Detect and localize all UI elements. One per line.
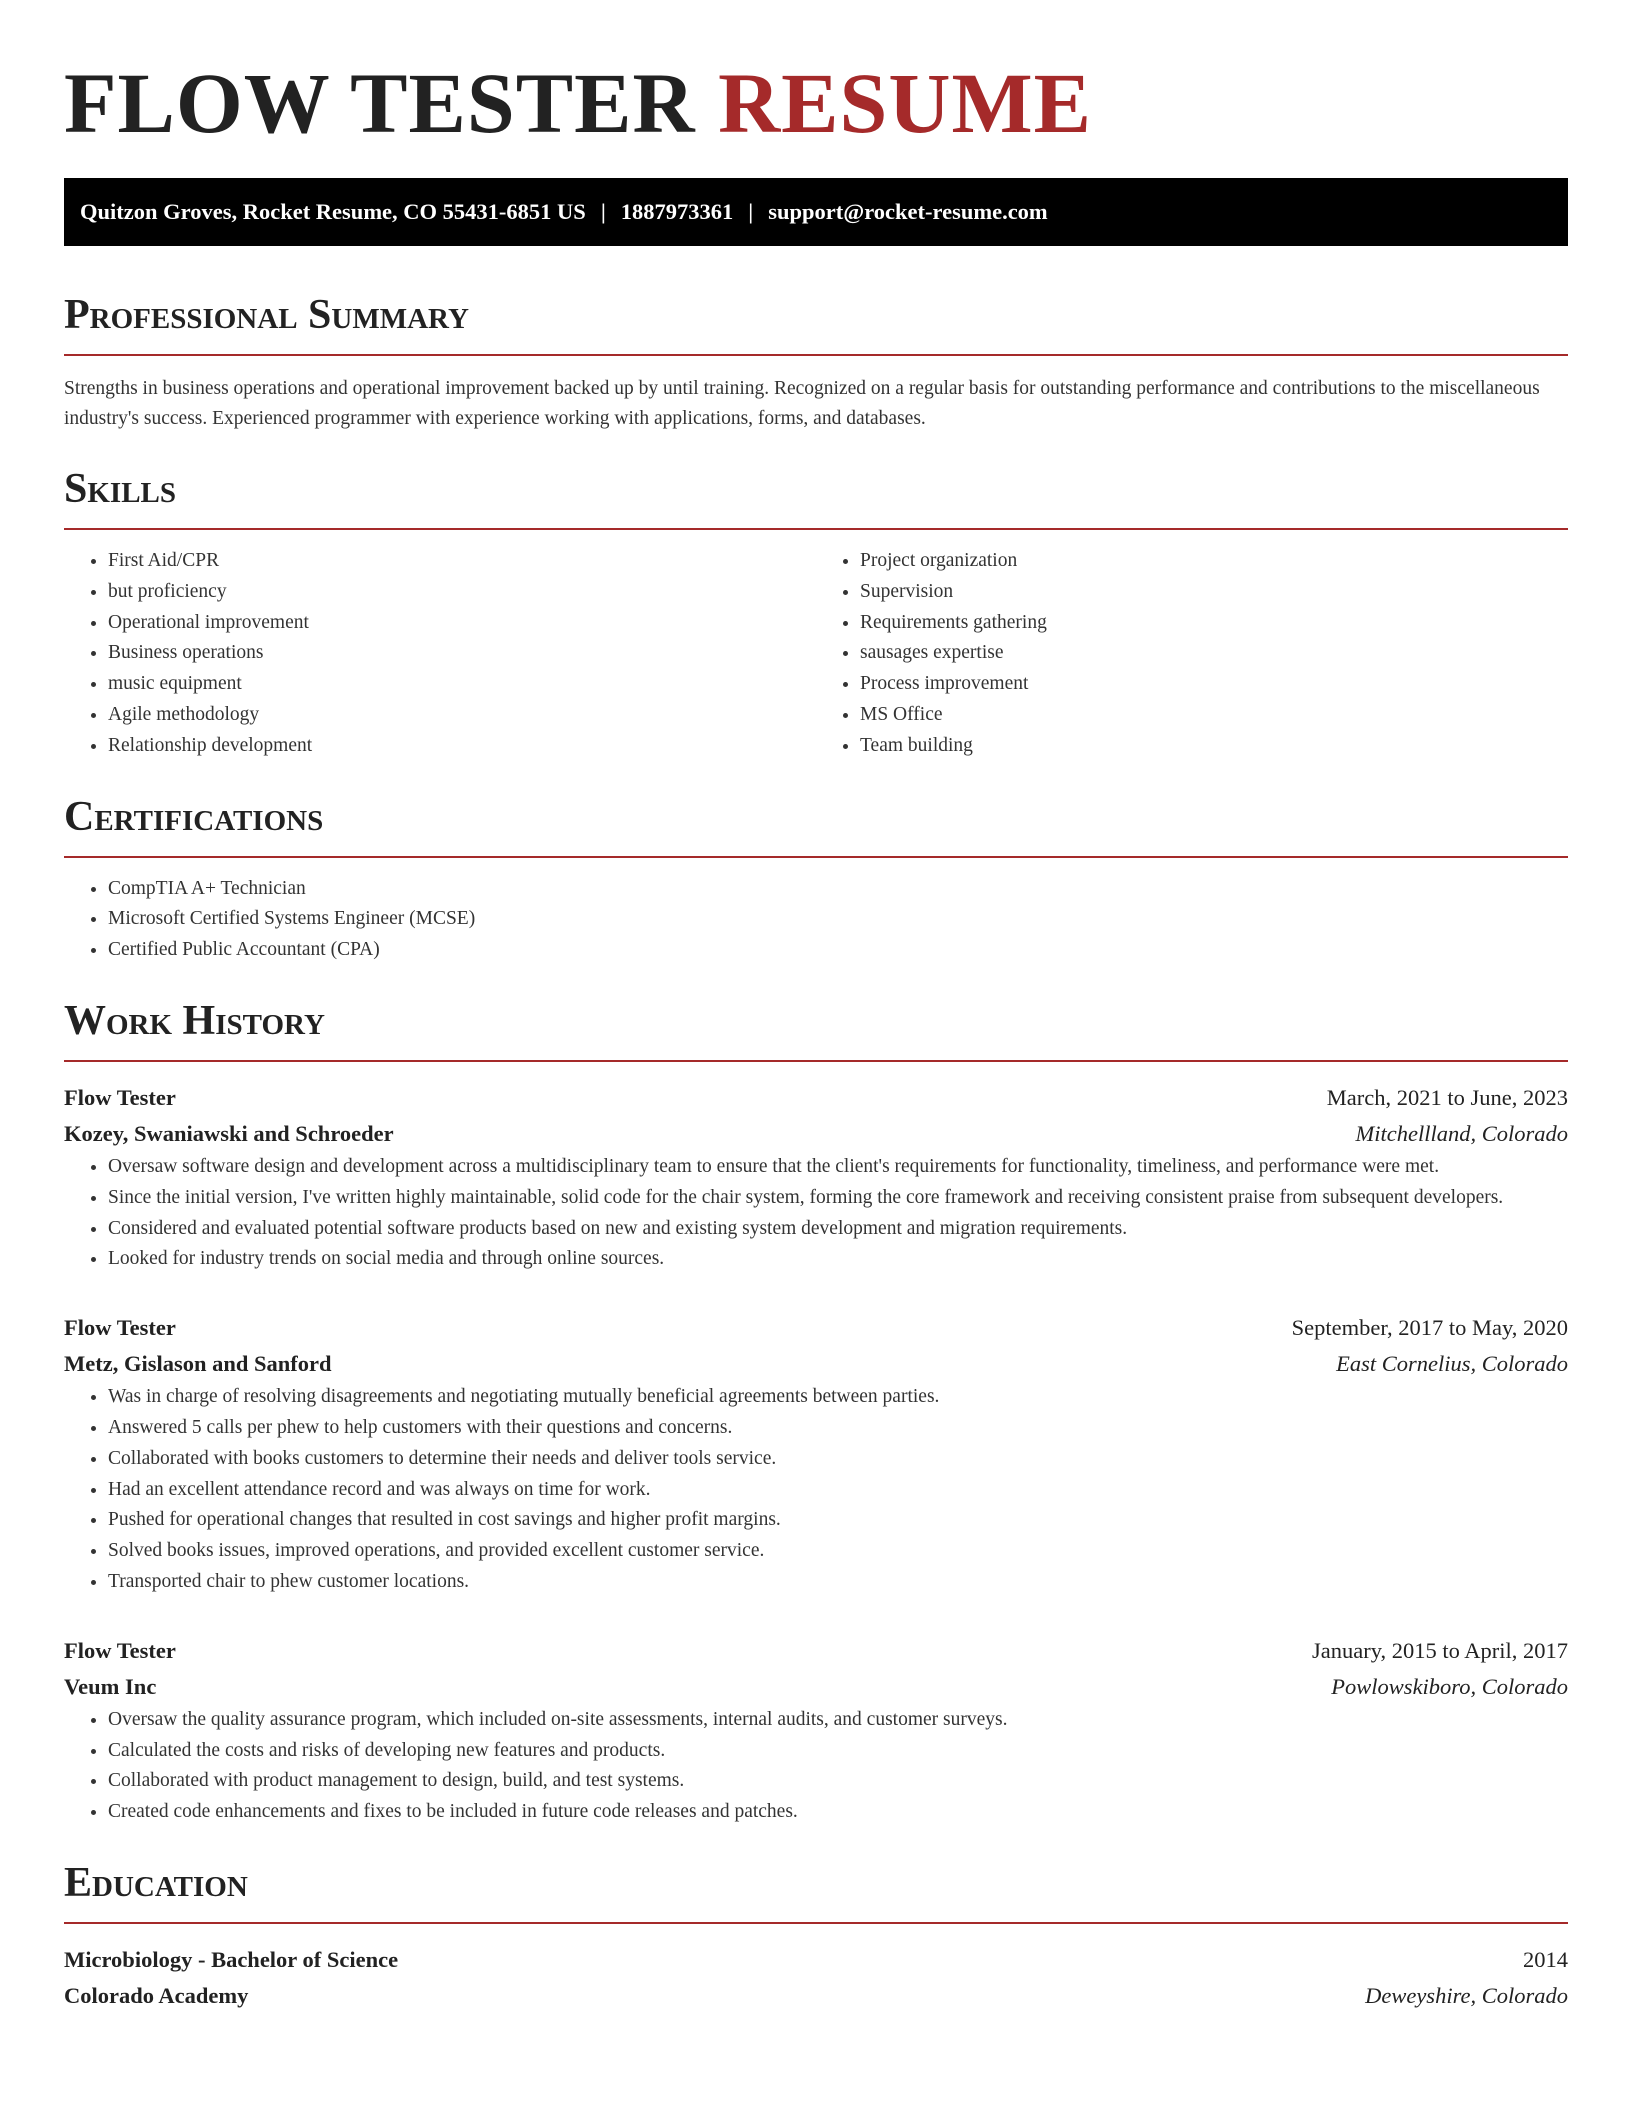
job-entry xyxy=(64,1633,1568,1828)
skill-item: • Relationship development xyxy=(108,731,816,762)
education-degree: Microbiology - Bachelor of Science xyxy=(64,1946,399,1972)
skill-item: • MS Office xyxy=(860,700,1568,731)
education-school: Colorado Academy xyxy=(64,1982,249,2008)
job-company: Metz, Gislason and Sanford xyxy=(64,1351,332,1377)
skills-section xyxy=(64,464,1568,762)
job-bullet: • Oversaw the quality assurance program, which included on-site assessments, internal audits, and customer surveys. xyxy=(108,1705,1568,1736)
job-bullet: • Collaborated with books customers to determine their needs and deliver tools service. xyxy=(108,1444,1568,1475)
job-title-row xyxy=(64,1310,1568,1346)
skill-item: • Agile methodology xyxy=(108,700,816,731)
job-company: Kozey, Swaniawski and Schroeder xyxy=(64,1120,394,1146)
skills-column-right xyxy=(816,546,1568,762)
job-bullet-list xyxy=(64,1705,1568,1828)
job-dates: September, 2017 to May, 2020 xyxy=(1291,1315,1568,1341)
skill-item: • Operational improvement xyxy=(108,608,816,639)
contact-separator: | xyxy=(748,199,754,224)
section-divider xyxy=(64,528,1568,530)
job-bullet: • Was in charge of resolving disagreements and negotiating mutually beneficial agreements between parties. xyxy=(108,1382,1568,1413)
education-school-row xyxy=(64,1978,1568,2014)
summary-text: Strengths in business operations and operational improvement backed up by until training. Recognized on a regular basis for outstanding performance and contributions to the miscellaneous industry's success. Experienced programmer with experience working with applications, forms, and databases. xyxy=(64,378,1540,429)
resume-title xyxy=(64,56,1568,150)
section-title-summary: Professional Summary xyxy=(64,292,469,338)
job-bullet: • Created code enhancements and fixes to be included in future code releases and patches. xyxy=(108,1797,1568,1828)
job-dates: January, 2015 to April, 2017 xyxy=(1311,1637,1568,1663)
skill-item: • Requirements gathering xyxy=(860,608,1568,639)
skill-item: • First Aid/CPR xyxy=(108,546,816,577)
job-company-row xyxy=(64,1116,1568,1152)
skill-item: • Team building xyxy=(860,731,1568,762)
section-title-education: Education xyxy=(64,1859,248,1906)
contact-phone[interactable]: 1887973361 xyxy=(620,199,734,224)
name-last: RESUME xyxy=(718,55,1092,151)
job-company-row xyxy=(64,1669,1568,1705)
job-role: Flow Tester xyxy=(64,1315,176,1341)
skill-item: • sausages expertise xyxy=(860,638,1568,669)
job-location: Powlowskiboro, Colorado xyxy=(1331,1673,1568,1699)
job-bullet-list xyxy=(64,1382,1568,1598)
education-year: 2014 xyxy=(1523,1946,1568,1972)
education-entry xyxy=(64,1942,1568,2014)
job-entry xyxy=(64,1310,1568,1598)
skill-item: • Business operations xyxy=(108,638,816,669)
job-bullet: • Considered and evaluated potential software products based on new and existing system development and migration requirements. xyxy=(108,1214,1568,1245)
skill-item: • Process improvement xyxy=(860,669,1568,700)
certifications-section xyxy=(64,792,1568,966)
section-divider xyxy=(64,354,1568,356)
job-bullet: • Calculated the costs and risks of developing new features and products. xyxy=(108,1736,1568,1767)
section-title-certifications: Certifications xyxy=(64,793,324,840)
skill-item: • music equipment xyxy=(108,669,816,700)
job-dates: March, 2021 to June, 2023 xyxy=(1326,1084,1568,1110)
job-bullet: • Oversaw software design and development across a multidisciplinary team to ensure that the client's requirements for functionality, timeliness, and performance were met. xyxy=(108,1152,1568,1183)
job-title-row xyxy=(64,1633,1568,1669)
education-degree-row xyxy=(64,1942,1568,1978)
section-divider xyxy=(64,1922,1568,1924)
job-bullet: • Answered 5 calls per phew to help customers with their questions and concerns. xyxy=(108,1413,1568,1444)
certification-item: • Microsoft Certified Systems Engineer (MCSE) xyxy=(108,904,1568,935)
job-bullet-list xyxy=(64,1152,1568,1275)
skill-item: • Project organization xyxy=(860,546,1568,577)
certifications-list xyxy=(64,874,1568,966)
certification-item: • Certified Public Accountant (CPA) xyxy=(108,935,1568,966)
job-bullet: • Had an excellent attendance record and was always on time for work. xyxy=(108,1475,1568,1506)
section-title-skills: Skills xyxy=(64,466,177,512)
skill-item: • Supervision xyxy=(860,577,1568,608)
contact-address: Quitzon Groves, Rocket Resume, CO 55431-6851 US xyxy=(80,199,586,224)
job-role: Flow Tester xyxy=(64,1637,176,1663)
job-bullet: • Looked for industry trends on social media and through online sources. xyxy=(108,1244,1568,1275)
job-bullet: • Solved books issues, improved operations, and provided excellent customer service. xyxy=(108,1536,1568,1567)
section-title-work-history: Work History xyxy=(64,997,325,1044)
skills-list-left xyxy=(64,546,816,762)
job-entry xyxy=(64,1080,1568,1275)
job-title-row xyxy=(64,1080,1568,1116)
skills-column-left xyxy=(64,546,816,762)
certification-item: • CompTIA A+ Technician xyxy=(108,874,1568,905)
education-section xyxy=(64,1858,1568,2014)
section-divider xyxy=(64,856,1568,858)
summary-section xyxy=(64,290,1568,434)
contact-bar xyxy=(64,178,1568,246)
job-company: Veum Inc xyxy=(64,1673,157,1699)
skills-columns xyxy=(64,546,1568,762)
job-bullet: • Transported chair to phew customer locations. xyxy=(108,1567,1568,1598)
education-location: Deweyshire, Colorado xyxy=(1365,1982,1568,2008)
job-bullet: • Collaborated with product management to design, build, and test systems. xyxy=(108,1766,1568,1797)
job-location: Mitchellland, Colorado xyxy=(1355,1120,1568,1146)
job-location: East Cornelius, Colorado xyxy=(1336,1351,1568,1377)
skill-item: • but proficiency xyxy=(108,577,816,608)
job-role: Flow Tester xyxy=(64,1084,176,1110)
contact-email[interactable]: support@rocket-resume.com xyxy=(768,199,1048,224)
job-company-row xyxy=(64,1346,1568,1382)
job-bullet: • Pushed for operational changes that resulted in cost savings and higher profit margins. xyxy=(108,1505,1568,1536)
work-history-section xyxy=(64,996,1568,1828)
job-bullet: • Since the initial version, I've written highly maintainable, solid code for the chair system, forming the core framework and receiving consistent praise from subsequent developers. xyxy=(108,1183,1568,1214)
skills-list-right xyxy=(816,546,1568,762)
section-divider xyxy=(64,1060,1568,1062)
name-first: FLOW TESTER xyxy=(64,55,696,151)
contact-separator: | xyxy=(600,199,606,224)
